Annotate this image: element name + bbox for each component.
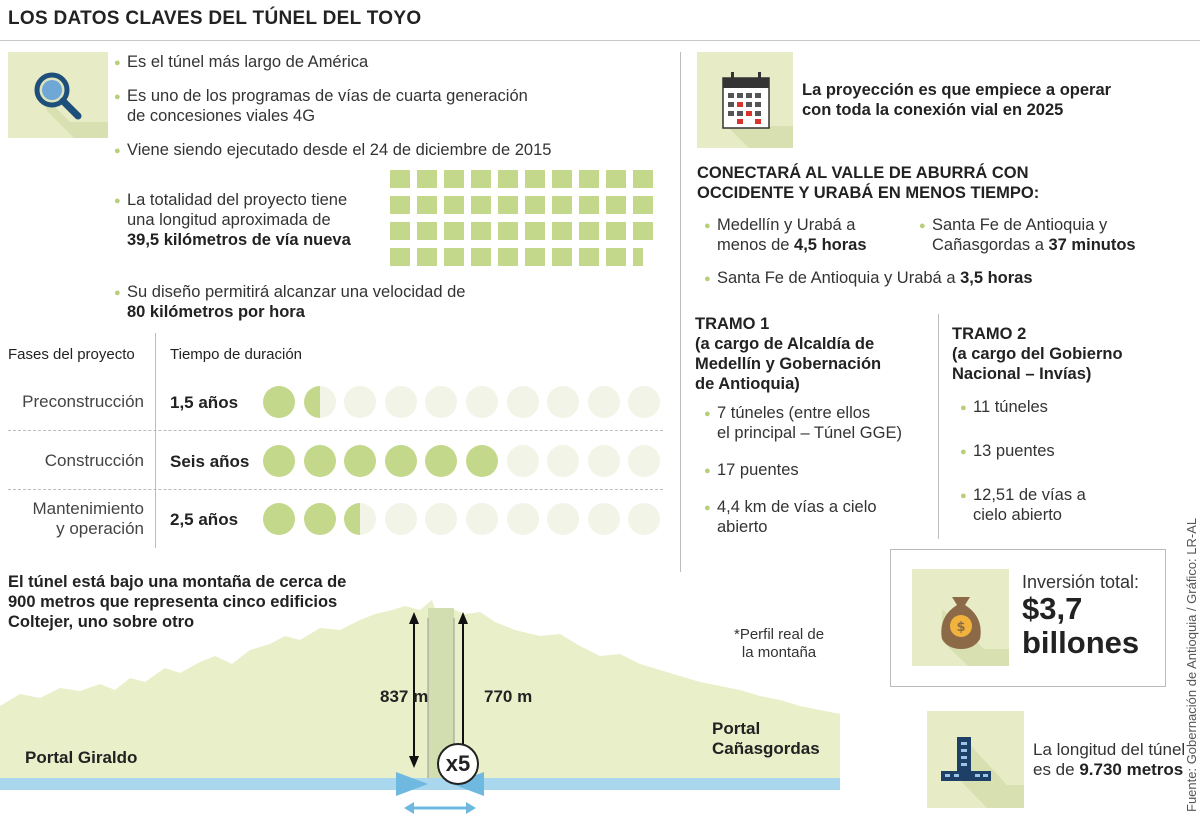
tramo-2-puentes: ● 13 puentes xyxy=(973,441,1055,461)
phase-duration: 1,5 años xyxy=(170,393,239,412)
duration-dot xyxy=(507,445,539,477)
tramo-1-puentes: ● 17 puentes xyxy=(717,460,799,480)
tunnel-icon xyxy=(927,711,1024,808)
height-right-label: 770 m xyxy=(484,687,533,706)
duration-dot xyxy=(425,386,457,418)
svg-text:$: $ xyxy=(956,620,966,635)
duration-dot xyxy=(628,445,660,477)
page-title: LOS DATOS CLAVES DEL TÚNEL DEL TOYO xyxy=(8,8,422,29)
portal-canasgordas-label: Portal Cañasgordas xyxy=(712,719,820,758)
duration-dot xyxy=(425,503,457,535)
duration-dot xyxy=(507,503,539,535)
tramo-1-heading: TRAMO 1 (a cargo de Alcaldía de Medellín y Gobernación de Antioquia) xyxy=(695,315,882,393)
tramo-1-vias: ● 4,4 km de vías a cielo abierto xyxy=(717,497,877,537)
duration-dot xyxy=(344,445,376,477)
mountain-profile xyxy=(0,598,840,823)
duration-dot xyxy=(628,386,660,418)
duration-dot xyxy=(547,503,579,535)
duration-dot xyxy=(588,386,620,418)
duration-dot xyxy=(466,386,498,418)
col-time-header: Tiempo de duración xyxy=(170,346,303,363)
double-arrow-right xyxy=(466,802,476,814)
duration-dot xyxy=(263,445,295,477)
x5-label: x5 xyxy=(445,751,471,776)
duration-dots xyxy=(0,0,700,560)
projection-text: La proyección es que empiece a operar con toda la conexión vial en 2025 xyxy=(802,81,1112,119)
duration-dot xyxy=(385,503,417,535)
phase-label-preconstruccion: Preconstrucción xyxy=(22,392,144,411)
double-arrow-left xyxy=(404,802,414,814)
tramo-divider xyxy=(938,314,939,539)
money-icon-box xyxy=(912,569,1009,666)
mountain-description: El túnel está bajo una montaña de cerca de 900 metros que representa cinco edificios Coltejer, uno sobre otro xyxy=(8,573,347,631)
duration-dot xyxy=(507,386,539,418)
phase-duration: 2,5 años xyxy=(170,510,239,529)
duration-dot xyxy=(263,386,295,418)
duration-dot xyxy=(304,445,336,477)
tramo-2-heading: TRAMO 2 (a cargo del Gobierno Nacional – Invías) xyxy=(952,325,1123,383)
phase-label-mantenimiento: Mantenimiento y operación xyxy=(32,499,144,538)
height-left-label: 837 m xyxy=(380,687,429,706)
fact-1: ● Es el túnel más largo de América xyxy=(127,52,368,72)
duration-dot xyxy=(466,445,498,477)
connect-heading: CONECTARÁ AL VALLE DE ABURRÁ CON OCCIDENTE Y URABÁ EN MENOS TIEMPO: xyxy=(697,164,1040,202)
phase-label-construccion: Construcción xyxy=(44,451,144,470)
tramo-2-vias: ● 12,51 de vías a cielo abierto xyxy=(973,485,1086,525)
duration-dot xyxy=(304,503,336,535)
calendar-icon xyxy=(697,52,793,148)
duration-dot xyxy=(466,503,498,535)
duration-dot xyxy=(547,445,579,477)
portal-giraldo-label: Portal Giraldo xyxy=(25,748,138,767)
tramo-1-tuneles: ● 7 túneles (entre ellos el principal – Túnel GGE) xyxy=(717,403,902,443)
duration-dot xyxy=(588,445,620,477)
duration-dot xyxy=(628,503,660,535)
connect-item-1: ● Medellín y Urabá a menos de 4,5 horas xyxy=(717,215,867,255)
duration-dot xyxy=(425,445,457,477)
fact-3: ● Viene siendo ejecutado desde el 24 de diciembre de 2015 xyxy=(127,140,551,160)
duration-dot xyxy=(385,445,417,477)
tunnel-length-text: La longitud del túnel es de 9.730 metros xyxy=(1033,740,1186,779)
duration-dot xyxy=(547,386,579,418)
duration-dot xyxy=(304,386,336,418)
connect-item-3: ● Santa Fe de Antioquia y Urabá a 3,5 horas xyxy=(717,268,1033,288)
calendar-icon-box xyxy=(697,52,793,148)
duration-dot xyxy=(263,503,295,535)
fact-4: ● La totalidad del proyecto tiene una longitud aproximada de 39,5 kilómetros de vía nueva xyxy=(127,190,351,250)
duration-dot xyxy=(344,503,376,535)
connect-item-2: ● Santa Fe de Antioquia y Cañasgordas a 37 minutos xyxy=(932,215,1136,255)
col-phase-header: Fases del proyecto xyxy=(8,346,135,363)
source-credit: Fuente: Gobernación de Antioquia / Gráfico: LR-AL xyxy=(1184,517,1199,812)
profile-note: *Perfil real de la montaña xyxy=(734,626,825,661)
duration-dot xyxy=(588,503,620,535)
money-bag-icon xyxy=(912,569,1009,666)
duration-dot xyxy=(344,386,376,418)
fact-5: ● Su diseño permitirá alcanzar una velocidad de 80 kilómetros por hora xyxy=(127,282,465,322)
investment-label: Inversión total: xyxy=(1022,572,1140,592)
fact-2: ● Es uno de los programas de vías de cuarta generación de concesiones viales 4G xyxy=(127,86,528,126)
center-divider xyxy=(680,52,681,572)
tramo-2-tuneles: ● 11 túneles xyxy=(973,397,1048,417)
tunnel-icon-box xyxy=(927,711,1024,808)
duration-dot xyxy=(385,386,417,418)
investment-amount: $3,7 billones xyxy=(1022,591,1140,660)
phase-duration: Seis años xyxy=(170,452,250,471)
